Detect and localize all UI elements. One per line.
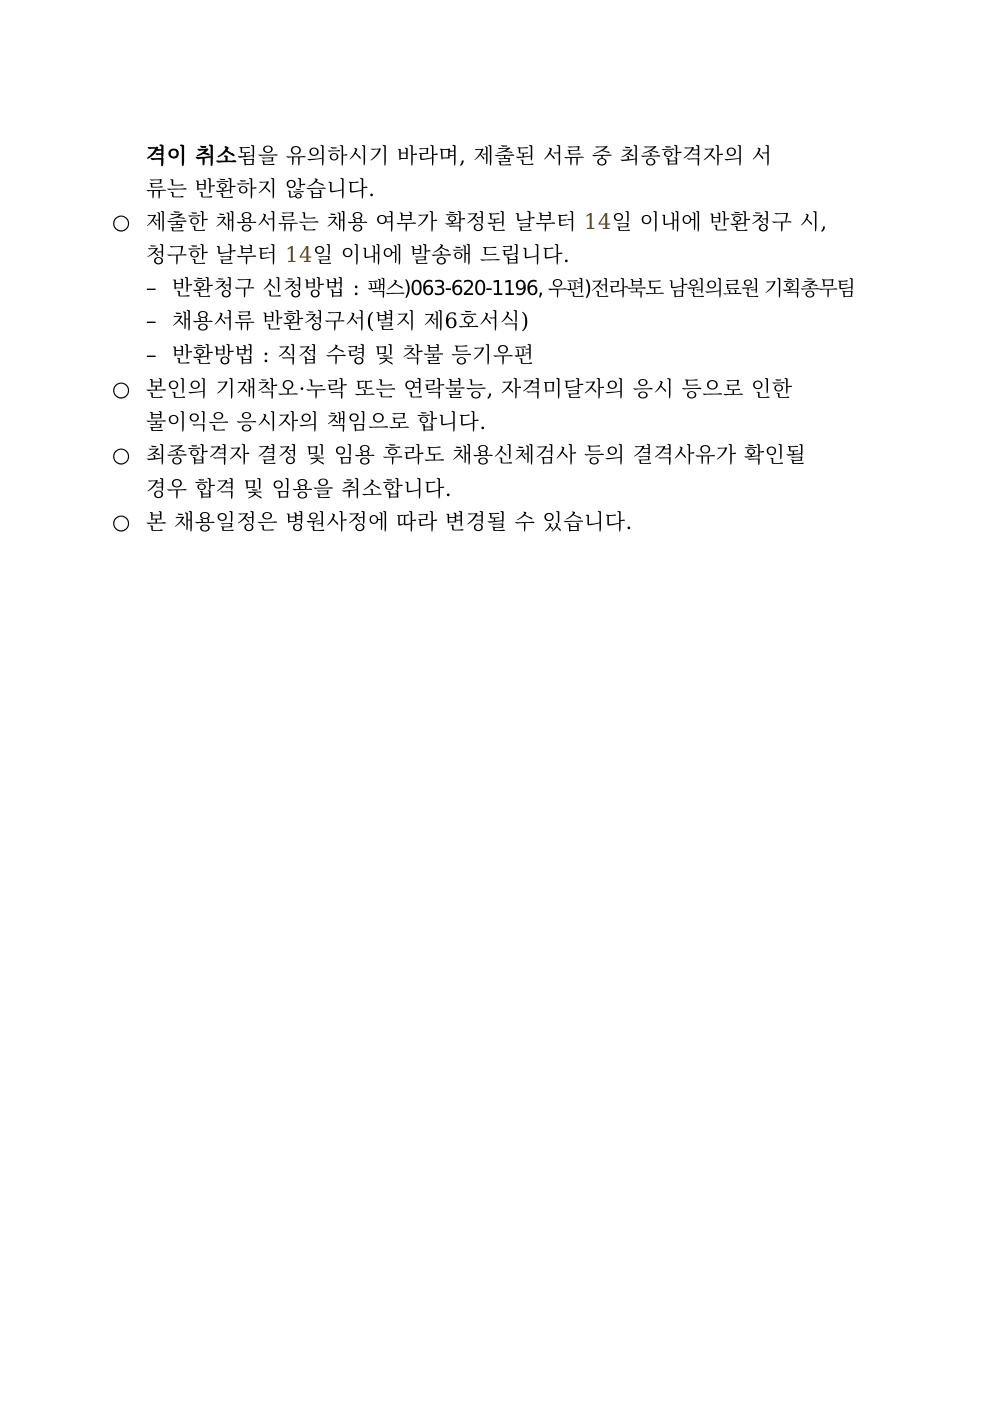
- list-item-line: [146, 375, 793, 403]
- number: 14: [285, 243, 313, 267]
- circle-bullet-icon: ○: [112, 443, 131, 467]
- text: 본 채용일정은 병원사정에 따라 변경될 수 있습니다.: [146, 510, 633, 534]
- list-item-line: [146, 208, 828, 236]
- text: 경우 합격 및 임용을 취소합니다.: [146, 477, 453, 501]
- text: 류는 반환하지 않습니다.: [146, 177, 376, 201]
- paragraph-line: [146, 175, 375, 203]
- circle-bullet-icon: ○: [112, 210, 131, 234]
- sub-item-line: [172, 274, 855, 302]
- text: 제출한 채용서류는 채용 여부가 확정된 날부터: [146, 210, 584, 234]
- dash-icon: –: [146, 276, 157, 300]
- text: 반환방법 : 직접 수령 및 착불 등기우편: [172, 343, 535, 367]
- text: 일 이내에 반환청구 시,: [611, 210, 828, 234]
- sub-item-line: [172, 341, 534, 369]
- list-item-line: [146, 508, 633, 536]
- number: 14: [583, 210, 612, 234]
- paragraph-line: [146, 142, 772, 170]
- circle-bullet-icon: ○: [112, 377, 131, 401]
- text: 반환청구 신청방법 :: [172, 276, 368, 300]
- text: 불이익은 응시자의 책임으로 합니다.: [146, 410, 487, 434]
- text: 청구한 날부터: [146, 243, 286, 267]
- text: 채용서류 반환청구서(별지 제6호서식): [172, 309, 530, 333]
- contact-info: 팩스)063-620-1196, 우편)전라북도 남원의료원 기획총무팀: [367, 276, 855, 300]
- circle-bullet-icon: ○: [112, 510, 131, 534]
- dash-icon: –: [146, 309, 157, 333]
- text: 됨을 유의하시기 바라며, 제출된 서류 중 최종합격자의 서: [236, 144, 773, 168]
- emphasis-text: 격이 취소: [146, 143, 237, 168]
- text: 본인의 기재착오·누락 또는 연락불능, 자격미달자의 응시 등으로 인한: [146, 377, 793, 401]
- list-item-line: [146, 475, 452, 503]
- list-item-line: [146, 441, 806, 469]
- dash-icon: –: [146, 343, 157, 367]
- list-item-line: [146, 241, 570, 269]
- list-item-line: [146, 408, 487, 436]
- sub-item-line: [172, 307, 529, 335]
- text: 일 이내에 발송해 드립니다.: [312, 243, 571, 267]
- text: 최종합격자 결정 및 임용 후라도 채용신체검사 등의 결격사유가 확인될: [146, 443, 807, 467]
